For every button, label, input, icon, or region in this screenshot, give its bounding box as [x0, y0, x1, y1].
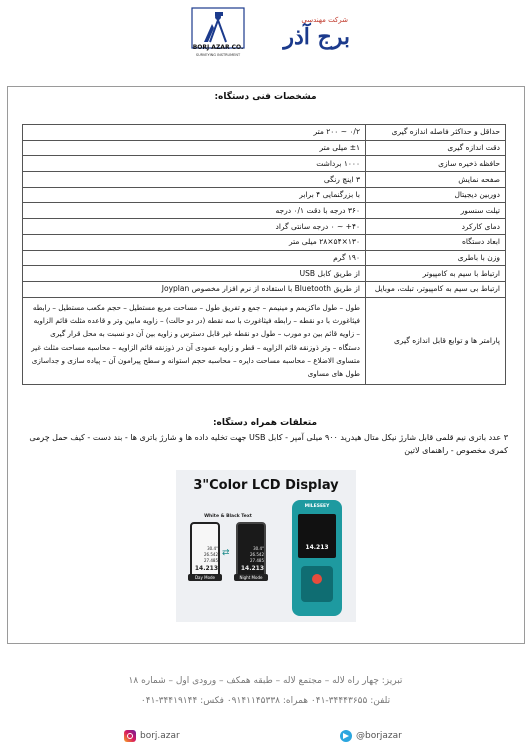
spec-label: ابعاد دستگاه [366, 234, 506, 250]
table-row [23, 125, 506, 141]
table-row [23, 219, 506, 235]
spec-label: صفحه نمایش [366, 172, 506, 188]
spec-label: دوربین دیجیتال [366, 187, 506, 203]
spec-value: ۰/۲ ~ ۲۰۰ متر [23, 125, 366, 141]
spec-label: تیلت سنسور [366, 203, 506, 219]
screen-value: 27.485 [204, 558, 218, 563]
spec-label: ارتباط بی سیم به کامپیوتر، تبلت، موبایل [366, 281, 506, 297]
accessories-title: متعلقات همراه دستگاه: [212, 418, 318, 428]
spec-label: وزن با باطری [366, 250, 506, 266]
table-row [23, 172, 506, 188]
contact-numbers: تلفن: ۳۴۴۴۳۶۵۵-۰۴۱ همراه: ۰۹۱۴۱۱۴۵۳۳۸ فکس: ۳۴۴۱۹۱۴۴-۰۴۱ [140, 696, 391, 706]
specs-table [22, 124, 506, 385]
spec-value: ۴۰+ ~ ۰ درجه سانتی گراد [23, 219, 366, 235]
spec-value: از طریق Bluetooth با استفاده از نرم افزار مخصوص Joyplan [23, 281, 366, 297]
table-row [23, 156, 506, 172]
spec-value: ۳ اینچ رنگی [23, 172, 366, 188]
specs-title: مشخصات فنی دستگاه: [214, 92, 317, 102]
measure-button-icon [312, 574, 322, 584]
telegram-handle: @borjazar [356, 731, 402, 741]
table-row [23, 203, 506, 219]
screen-value: 27.485 [250, 558, 264, 563]
spec-value: با بزرگنمایی ۴ برابر [23, 187, 366, 203]
instagram-icon [124, 730, 136, 742]
table-row [23, 266, 506, 282]
screen-value: 26.542 [250, 552, 264, 557]
spec-value: از طریق کابل USB [23, 266, 366, 282]
screen-reading: 14.213 [194, 565, 218, 572]
header [0, 0, 531, 80]
screen-value: 26.542 [204, 552, 218, 557]
table-row [23, 281, 506, 297]
laser-device [292, 500, 342, 616]
product-image [176, 470, 356, 622]
wb-text-label: White & Black Text [204, 514, 252, 519]
table-row [23, 140, 506, 156]
instagram-link[interactable] [124, 730, 180, 742]
table-row [23, 297, 506, 384]
company-name: برج آذر [283, 24, 350, 50]
night-screen [236, 522, 266, 580]
table-row [23, 234, 506, 250]
spec-value: ۱۰۰۰ برداشت [23, 156, 366, 172]
spec-value: ۱۳۰×۵۴×۲۸ میلی متر [23, 234, 366, 250]
device-reading: 14.213 [305, 544, 329, 551]
device-screen [298, 514, 336, 558]
spec-value: ۱۹۰ گرم [23, 250, 366, 266]
spec-label: حافظه ذخیره سازی [366, 156, 506, 172]
surveyor-logo-icon [190, 6, 246, 66]
spec-value: ۳۶۰ درجه با دقت ۰/۱ درجه [23, 203, 366, 219]
screen-reading: 14.213 [240, 565, 264, 572]
telegram-icon [340, 730, 352, 742]
screen-value: 30.4° [207, 546, 218, 551]
logo-subtext: SURVEYING INSTRUMENT [195, 53, 241, 57]
day-screen [190, 522, 220, 580]
screen-value: 30.4° [253, 546, 264, 551]
table-row [23, 187, 506, 203]
spec-label: دقت اندازه گیری [366, 140, 506, 156]
spec-label: ارتباط با سیم به کامپیوتر [366, 266, 506, 282]
telegram-link[interactable] [340, 730, 402, 742]
device-keypad [301, 566, 333, 602]
table-row [23, 250, 506, 266]
device-brand: MILESEEY [304, 504, 330, 509]
spec-label: دمای کارکرد [366, 219, 506, 235]
product-image-title: 3"Color LCD Display [193, 478, 339, 493]
logo-text: BORJ AZAR CO. [192, 44, 244, 51]
arrow-icon: ⇄ [222, 548, 230, 558]
spec-value: ±۱ میلی متر [23, 140, 366, 156]
spec-label: پارامتر ها و توابع قابل اندازه گیری [366, 297, 506, 384]
day-mode-label: Day Mode [188, 574, 222, 581]
company-subtitle: شرکت مهندسی [301, 16, 348, 24]
accessories-text: ۳ عدد باتری نیم قلمی قابل شارژ نیکل متال هیدرید ۹۰۰ میلی آمپر - کابل USB جهت تخلیه داده ها و شارژ باتری ها - بند دست - کیف حمل چرمی کمری مخصوص - راهنمای لاتین [29, 433, 508, 455]
spec-value: طول – طول ماکزیمم و مینیمم – جمع و تفریق طول – مساحت مربع مستطیل – حجم مکعب مستطیل – رابطه فیثاغورث با دو نقطه – رابطه فیثاغورث با سه نقطه (در دو حالت) – زاویه مابین وتر و قاعده مثلث قائم الزاویه – زاویه قائم بین دو مورب – طول دو نقطه غیر قابل دسترس و زاویه بین آن دو نسبت به محل قرار گیری دستگاه – وتر ذوزنقه قائم الزاویه – قطر و زاویه عمودی آن در ذوزنقه قائم الزاویه – محاسبه مساحت مثلث غیر متساوی الاضلاع – محاسبه مساحت دایره – محاسبه حجم استوانه و سطح پیرامون آن – پیاده سازی و جداسازی طول های مساوی [23, 297, 366, 384]
spec-label: حداقل و حداکثر فاصله اندازه گیری [366, 125, 506, 141]
instagram-handle: borj.azar [140, 731, 180, 741]
address: تبریز: چهار راه لاله – مجتمع لاله – طبقه همکف – ورودی اول – شماره ۱۸ [128, 676, 403, 686]
night-mode-label: Night Mode [234, 574, 268, 581]
